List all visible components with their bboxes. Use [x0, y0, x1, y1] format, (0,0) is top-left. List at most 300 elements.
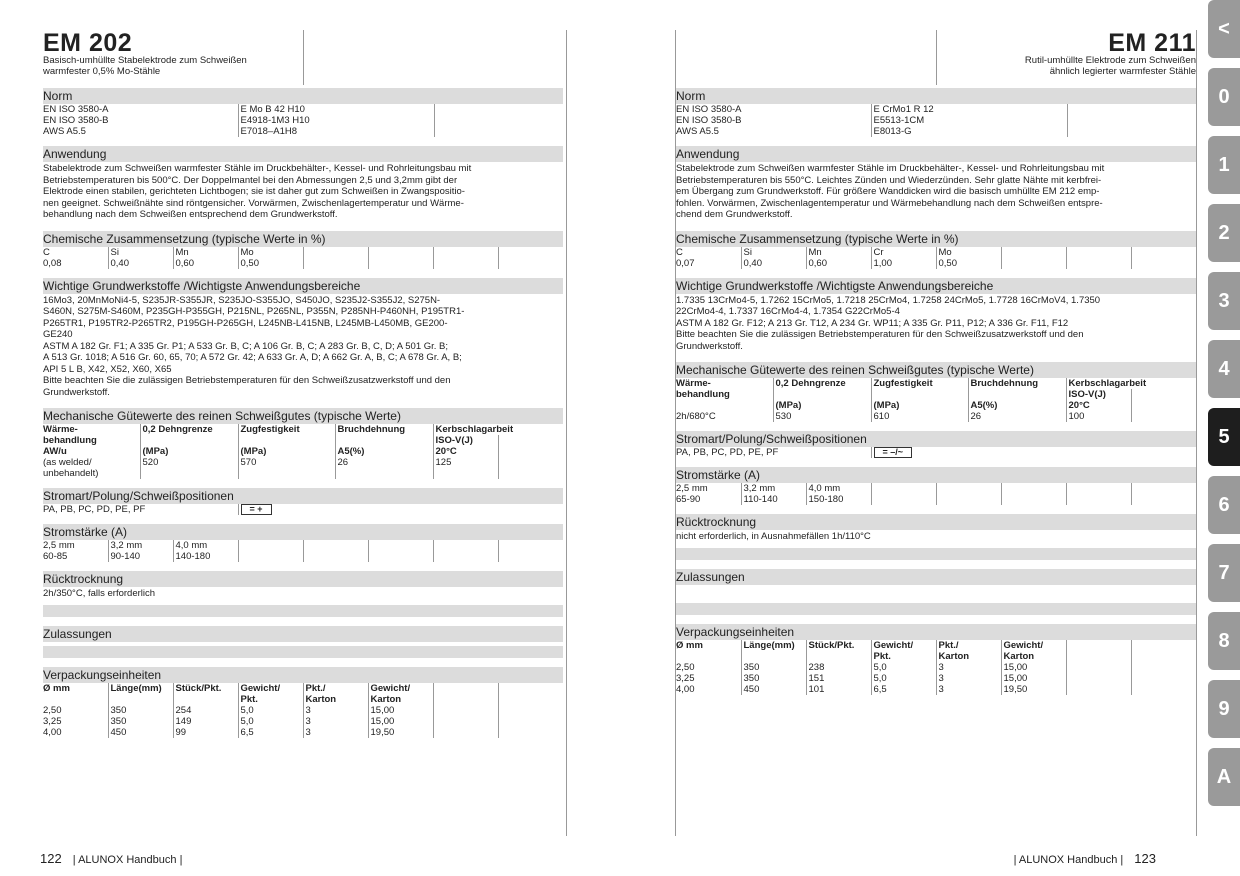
left-mech-heading: Mechanische Gütewerte des reinen Schweißgutes (typische Werte) — [43, 408, 563, 424]
table-header: (MPa) — [871, 400, 968, 411]
table-cell: 3 — [303, 727, 368, 738]
footer-text: | ALUNOX Handbuch | — [72, 854, 183, 866]
tab-label: 9 — [1218, 697, 1230, 720]
table-header: A5(%) — [968, 400, 1066, 411]
table-header — [43, 694, 108, 705]
text-line: Bitte beachten Sie die zulässigen Betriebstemperaturen für den Schweißzusatzwerkstoff und den — [676, 329, 1084, 340]
table-cell — [1131, 483, 1196, 494]
left-grundwerkstoffe-heading: Wichtige Grundwerkstoffe /Wichtigste Anwendungsbereiche — [43, 278, 563, 294]
table-cell: Si — [108, 247, 173, 258]
table-cell: 1,00 — [871, 258, 936, 269]
right-chem-heading: Chemische Zusammensetzung (typische Werte in %) — [676, 231, 1196, 247]
table-cell: 0,50 — [238, 258, 303, 269]
table-cell: E5513-1CM — [871, 115, 1067, 126]
table-header: Gewicht/ — [368, 683, 433, 694]
chevron-left-icon: < — [1218, 17, 1230, 40]
tab-8[interactable] — [1208, 612, 1240, 670]
tab-5[interactable] — [1208, 408, 1240, 466]
table-cell — [1066, 247, 1131, 258]
table-cell: (as welded/ — [43, 457, 92, 468]
tab-label: 3 — [1218, 289, 1230, 312]
left-chem-heading: Chemische Zusammensetzung (typische Werte in %) — [43, 231, 563, 247]
table-row — [676, 104, 1196, 115]
table-row — [43, 247, 563, 258]
right-subtitle-line1: Rutil-umhüllte Elektrode zum Schweißen — [1024, 55, 1196, 66]
left-verpackung-table — [43, 683, 563, 738]
table-cell: EN ISO 3580-B — [676, 115, 742, 126]
table-cell — [1067, 104, 1196, 115]
table-cell: 2,50 — [43, 704, 62, 716]
table-cell — [1066, 483, 1131, 494]
table-cell: 15,00 — [368, 716, 433, 727]
table-cell — [1066, 258, 1131, 269]
right-stromart-heading: Stromart/Polung/Schweißpositionen — [676, 431, 1196, 447]
table-cell — [1131, 258, 1196, 269]
table-cell: unbehandelt) — [43, 468, 99, 479]
table-cell: 350 — [108, 716, 173, 727]
tab-label: 2 — [1218, 221, 1230, 244]
table-cell — [368, 551, 433, 562]
table-cell — [498, 258, 563, 269]
right-verpackung-table — [676, 640, 1196, 695]
table-cell: 3 — [936, 662, 1001, 673]
table-header: (MPa) — [238, 446, 335, 457]
table-cell — [433, 727, 498, 738]
right-chem-table — [676, 247, 1196, 269]
table-cell — [335, 468, 433, 479]
right-norm-table — [676, 104, 1196, 137]
table-cell: 5,0 — [871, 662, 936, 673]
tab-label: 7 — [1218, 561, 1230, 584]
table-row — [676, 651, 1196, 662]
tab-label: 0 — [1218, 85, 1230, 108]
table-header: Stück/Pkt. — [173, 683, 238, 694]
table-cell — [871, 494, 936, 505]
table-cell — [433, 468, 498, 479]
left-norm-table — [43, 104, 563, 137]
table-cell: EN ISO 3580-A — [676, 104, 742, 115]
left-ruecktrocknung-heading: Rücktrocknung — [43, 571, 563, 587]
table-cell — [433, 247, 498, 258]
tab-7[interactable] — [1208, 544, 1240, 602]
text-line: ASTM A 182 Gr. F1; A 335 Gr. P1; A 533 Gr. B, C; A 106 Gr. B, C; A 283 Gr. B, C, D; A 501 Gr. B; — [43, 340, 449, 352]
table-cell — [871, 447, 1196, 458]
table-cell — [368, 258, 433, 269]
table-cell: PA, PB, PC, PD, PE, PF — [43, 504, 146, 515]
text-line: S460N, S275M-S460M, P235GH-P355GH, P215NL, P265NL, P355N, P285NH-P460NH, P195TR1- — [43, 306, 465, 317]
page-number: 123 — [1134, 851, 1156, 866]
tab-label: 4 — [1218, 357, 1230, 380]
table-cell: 99 — [173, 727, 238, 738]
table-header: Wärme- — [676, 378, 711, 389]
left-zulassungen-heading: Zulassungen — [43, 626, 563, 642]
tab-label: 1 — [1218, 153, 1230, 176]
table-cell: 15,00 — [368, 705, 433, 716]
table-cell — [303, 540, 368, 551]
right-mech-heading: Mechanische Gütewerte des reinen Schweißgutes (typische Werte) — [676, 362, 1196, 378]
tab-0[interactable] — [1208, 68, 1240, 126]
table-cell: 3,25 — [43, 715, 62, 727]
tab-3[interactable] — [1208, 272, 1240, 330]
left-footer — [40, 851, 182, 866]
right-norm-heading: Norm — [676, 88, 1196, 104]
table-cell: 101 — [806, 684, 871, 695]
table-row — [676, 483, 1196, 494]
table-header: Zugfestigkeit — [871, 378, 968, 389]
divider — [676, 548, 1196, 560]
table-cell: 0,60 — [173, 258, 238, 269]
table-row — [676, 115, 1196, 126]
table-cell: EN ISO 3580-A — [43, 104, 109, 115]
table-row — [43, 104, 563, 115]
table-cell: 610 — [871, 411, 968, 422]
table-header: Pkt./ — [303, 683, 368, 694]
right-mech-table — [676, 378, 1196, 422]
chapter-tabs — [1208, 0, 1240, 876]
table-header: Ø mm — [43, 682, 70, 694]
left-mech-table — [43, 424, 563, 479]
table-cell: 3 — [303, 705, 368, 716]
table-row — [676, 389, 1196, 400]
table-header — [108, 694, 173, 705]
table-header — [741, 651, 806, 662]
divider — [1196, 30, 1197, 836]
table-cell: 149 — [173, 716, 238, 727]
table-cell: Mo — [238, 247, 303, 258]
table-cell: 2,50 — [676, 661, 695, 673]
text-line: em Übergang zum Grundwerkstoff. Für größere Wanddicken wird die basisch umhüllte EM 212 emp- — [676, 186, 1100, 197]
right-anwendung-heading: Anwendung — [676, 146, 1196, 162]
text-line: GE240 — [43, 329, 73, 340]
table-cell: 0,60 — [806, 258, 871, 269]
table-cell: 3 — [936, 673, 1001, 684]
left-stromstaerke-table — [43, 540, 563, 562]
divider — [566, 30, 567, 836]
table-header — [1066, 651, 1131, 662]
table-cell: 4,0 mm — [806, 483, 871, 494]
table-cell — [1131, 247, 1196, 258]
table-cell: 530 — [773, 411, 871, 422]
table-row — [676, 400, 1196, 411]
table-row — [43, 540, 563, 551]
table-cell — [303, 258, 368, 269]
left-verpackung-heading: Verpackungseinheiten — [43, 667, 563, 683]
table-cell — [498, 457, 563, 468]
table-cell: 110-140 — [741, 494, 806, 505]
table-cell — [936, 483, 1001, 494]
table-cell: 6,5 — [238, 727, 303, 738]
table-cell — [1067, 126, 1196, 137]
left-stromstaerke-heading: Stromstärke (A) — [43, 524, 563, 540]
table-cell — [498, 716, 563, 727]
tab-label: 5 — [1218, 425, 1230, 448]
table-header: Karton — [368, 694, 433, 705]
text-line: Betriebstemperaturen bis 500°C. Der Doppelmantel bei den Abmessungen 2,5 und 3,2mm gibt der — [43, 174, 458, 186]
table-cell — [433, 705, 498, 716]
tab-label: 6 — [1218, 493, 1230, 516]
table-cell: E4918-1M3 H10 — [238, 115, 434, 126]
table-cell — [1001, 258, 1066, 269]
right-zulassungen-heading: Zulassungen — [676, 569, 1196, 585]
table-cell — [433, 551, 498, 562]
table-row — [43, 457, 563, 468]
table-cell: 0,08 — [43, 257, 62, 269]
table-cell: 19,50 — [1001, 684, 1066, 695]
table-header: Gewicht/ — [1001, 640, 1066, 651]
table-cell: Mo — [936, 247, 1001, 258]
table-row — [676, 378, 1196, 389]
table-cell: AWS A5.5 — [676, 126, 719, 137]
divider — [936, 30, 937, 85]
table-cell — [498, 540, 563, 551]
table-cell: E7018–A1H8 — [238, 126, 434, 137]
table-cell — [498, 551, 563, 562]
table-cell: 0,40 — [108, 258, 173, 269]
text-line: Grundwerkstoff. — [43, 386, 110, 398]
tab-label: 8 — [1218, 629, 1230, 652]
table-header: Kerbschlagarbeit — [433, 424, 563, 435]
table-cell: 140-180 — [173, 551, 238, 562]
page-number: 122 — [40, 851, 62, 866]
table-header — [498, 683, 563, 694]
table-row — [43, 435, 563, 446]
tab-a[interactable] — [1208, 748, 1240, 806]
table-header: 20°C — [433, 446, 498, 457]
table-header: Länge(mm) — [741, 640, 806, 651]
right-grundwerkstoffe-heading: Wichtige Grundwerkstoffe /Wichtigste Anwendungsbereiche — [676, 278, 1196, 294]
table-cell: 5,0 — [238, 705, 303, 716]
table-cell — [1001, 247, 1066, 258]
table-header: ISO-V(J) — [1066, 389, 1131, 400]
text-line: Grundwerkstoff. — [676, 340, 743, 352]
table-cell: 0,40 — [741, 258, 806, 269]
current-type-icon: = + — [241, 504, 272, 515]
text-line: API 5 L B, X42, X52, X60, X65 — [43, 363, 172, 375]
table-row — [43, 446, 563, 457]
right-footer — [1014, 851, 1156, 866]
table-header: Bruchdehnung — [968, 378, 1066, 389]
right-subtitle-line2: ähnlich legierter warmfester Stähle — [1049, 65, 1196, 77]
left-stromart-table — [43, 504, 563, 515]
table-cell: 2,5 mm — [676, 483, 708, 494]
text-line: 1.7335 13CrMo4-5, 1.7262 15CrMo5, 1.7218 25CrMo4, 1.7258 24CrMo5, 1.7728 16CrMoV4, 1.7350 — [676, 294, 1101, 306]
table-cell: 0,50 — [936, 258, 1001, 269]
table-header: Karton — [1001, 651, 1066, 662]
table-cell: 450 — [741, 684, 806, 695]
text-line: Stabelektrode zum Schweißen warmfester Stähle im Druckbehälter-, Kessel- und Rohrleitungsbau mit — [43, 163, 472, 174]
table-cell: 125 — [433, 457, 498, 468]
table-cell: 4,00 — [676, 683, 695, 695]
table-cell — [498, 727, 563, 738]
table-cell: 350 — [741, 673, 806, 684]
table-cell: 3 — [936, 684, 1001, 695]
table-header: Kerbschlagarbeit — [1066, 378, 1196, 389]
table-header: (MPa) — [140, 446, 238, 457]
table-cell: 6,5 — [871, 684, 936, 695]
table-cell — [238, 551, 303, 562]
text-line: A 513 Gr. 1018; A 516 Gr. 60, 65, 70; A 572 Gr. 42; A 633 Gr. A, D; A 662 Gr. A, B, C; A 678 Gr. A, B; — [43, 352, 462, 363]
table-header: Bruchdehnung — [335, 424, 433, 435]
table-header: 20°C — [1066, 400, 1131, 411]
table-cell: 450 — [108, 727, 173, 738]
tab-6[interactable] — [1208, 476, 1240, 534]
table-header — [676, 400, 773, 411]
table-header: Länge(mm) — [108, 683, 173, 694]
table-cell: AWS A5.5 — [43, 126, 86, 137]
table-header — [1131, 651, 1196, 662]
table-header: 0,2 Dehngrenze — [140, 424, 238, 435]
text-line: Bitte beachten Sie die zulässigen Betriebstemperaturen für den Schweißzusatzwerkstoff und den — [43, 375, 451, 386]
table-row — [43, 705, 563, 716]
table-header — [1131, 400, 1196, 411]
table-cell: 238 — [806, 662, 871, 673]
text-line: fohlen. Vorwärmen, Zwischenlagentemperatur und Wärmebehandlung nach dem Schweißen entspre- — [676, 197, 1103, 209]
table-header: Ø mm — [676, 639, 703, 651]
table-row — [43, 727, 563, 738]
table-row — [676, 411, 1196, 422]
left-anwendung-heading: Anwendung — [43, 146, 563, 162]
table-cell — [434, 115, 563, 126]
table-cell: 65-90 — [676, 494, 701, 505]
table-row — [43, 551, 563, 562]
table-cell — [433, 716, 498, 727]
table-cell: C — [676, 246, 683, 258]
table-cell: 2,5 mm — [43, 540, 75, 551]
table-cell — [1067, 115, 1196, 126]
table-cell: 3,2 mm — [741, 483, 806, 494]
table-row — [43, 716, 563, 727]
table-cell: 100 — [1066, 411, 1131, 422]
table-cell — [434, 104, 563, 115]
table-cell: PA, PB, PC, PD, PE, PF — [676, 447, 779, 458]
table-cell: 2h/680°C — [676, 411, 716, 422]
table-header — [1131, 389, 1196, 400]
table-header — [773, 389, 871, 400]
table-cell: 26 — [335, 457, 433, 468]
table-header: (MPa) — [773, 400, 871, 411]
table-cell: 5,0 — [238, 716, 303, 727]
table-cell: 5,0 — [871, 673, 936, 684]
table-cell — [1131, 673, 1196, 684]
tab-9[interactable] — [1208, 680, 1240, 738]
table-cell — [1131, 494, 1196, 505]
table-row — [676, 126, 1196, 137]
table-row — [43, 115, 563, 126]
tab-2[interactable] — [1208, 204, 1240, 262]
table-row — [43, 694, 563, 705]
table-header: Karton — [936, 651, 1001, 662]
table-cell — [434, 126, 563, 137]
table-cell — [498, 468, 563, 479]
tab-1[interactable] — [1208, 136, 1240, 194]
table-header: behandlung — [676, 389, 730, 400]
table-cell: 350 — [108, 705, 173, 716]
divider — [43, 605, 563, 617]
left-subtitle-line1: Basisch-umhüllte Stabelektrode zum Schweißen — [43, 55, 247, 66]
table-header: behandlung — [43, 435, 97, 446]
table-cell: 60-85 — [43, 551, 68, 562]
table-header — [433, 683, 498, 694]
table-cell: Cr — [871, 247, 936, 258]
table-cell — [1001, 494, 1066, 505]
table-cell: 4,0 mm — [173, 540, 238, 551]
table-header — [1131, 640, 1196, 651]
table-cell: E8013-G — [871, 126, 1067, 137]
right-verpackung-heading: Verpackungseinheiten — [676, 624, 1196, 640]
divider — [43, 646, 563, 658]
table-row — [676, 673, 1196, 684]
tab-back[interactable] — [1208, 0, 1240, 58]
table-cell: 520 — [140, 457, 238, 468]
text-line: 22CrMo4-4, 1.7337 16CrMo4-4, 1.7354 G22CrMo5-4 — [676, 306, 900, 317]
table-row — [676, 640, 1196, 651]
left-norm-heading: Norm — [43, 88, 563, 104]
table-row — [676, 684, 1196, 695]
table-cell — [433, 540, 498, 551]
left-ruecktrocknung-text: 2h/350°C, falls erforderlich — [43, 588, 156, 599]
left-page — [43, 30, 563, 738]
table-header: Karton — [303, 694, 368, 705]
table-header: Pkt. — [238, 694, 303, 705]
text-line: Betriebstemperaturen bis 550°C. Leichtes Zünden und Wiederzünden. Sehr glatte Nähte mit kerbfrei- — [676, 174, 1102, 186]
table-header — [676, 651, 741, 662]
table-cell: 0,07 — [676, 257, 695, 269]
left-anwendung-text — [43, 162, 563, 222]
table-header — [173, 694, 238, 705]
table-cell — [871, 483, 936, 494]
table-header — [1066, 640, 1131, 651]
table-row — [43, 258, 563, 269]
divider — [676, 603, 1196, 615]
table-header: AW/u — [43, 446, 67, 457]
text-line: Elektrode einen stabilen, gerichteten Lichtbogen; sie ist daher gut zum Schweißen in Zwangspositio- — [43, 186, 465, 197]
table-header: Wärme- — [43, 424, 78, 435]
table-row — [43, 126, 563, 137]
table-cell: 3 — [303, 716, 368, 727]
table-header: Gewicht/ — [238, 683, 303, 694]
table-cell: 19,50 — [368, 727, 433, 738]
table-header — [335, 435, 433, 446]
table-cell: 15,00 — [1001, 662, 1066, 673]
left-subtitle-line2: warmfester 0,5% Mo-Stähle — [43, 65, 161, 77]
table-header — [871, 389, 968, 400]
table-cell: Mn — [806, 247, 871, 258]
current-type-icon: = –/~ — [874, 447, 913, 458]
table-header — [498, 694, 563, 705]
right-stromart-table — [676, 447, 1196, 458]
table-cell — [303, 247, 368, 258]
right-ruecktrocknung-heading: Rücktrocknung — [676, 514, 1196, 530]
table-cell — [238, 468, 335, 479]
table-cell — [1131, 662, 1196, 673]
left-title-block — [43, 30, 563, 85]
table-row — [676, 447, 1196, 458]
table-cell: 254 — [173, 705, 238, 716]
divider — [675, 30, 676, 836]
tab-4[interactable] — [1208, 340, 1240, 398]
text-line: ASTM A 182 Gr. F12; A 213 Gr. T12, A 234 Gr. WP11; A 335 Gr. P11, P12; A 336 Gr. F11, F12 — [676, 317, 1069, 329]
divider — [303, 30, 304, 85]
text-line: chend dem Grundwerkstoff. — [676, 209, 793, 220]
table-row — [43, 504, 563, 515]
table-cell: 151 — [806, 673, 871, 684]
table-cell — [368, 540, 433, 551]
table-row — [676, 662, 1196, 673]
table-header — [140, 435, 238, 446]
table-header — [498, 435, 563, 446]
table-header — [238, 435, 335, 446]
table-cell — [1066, 684, 1131, 695]
